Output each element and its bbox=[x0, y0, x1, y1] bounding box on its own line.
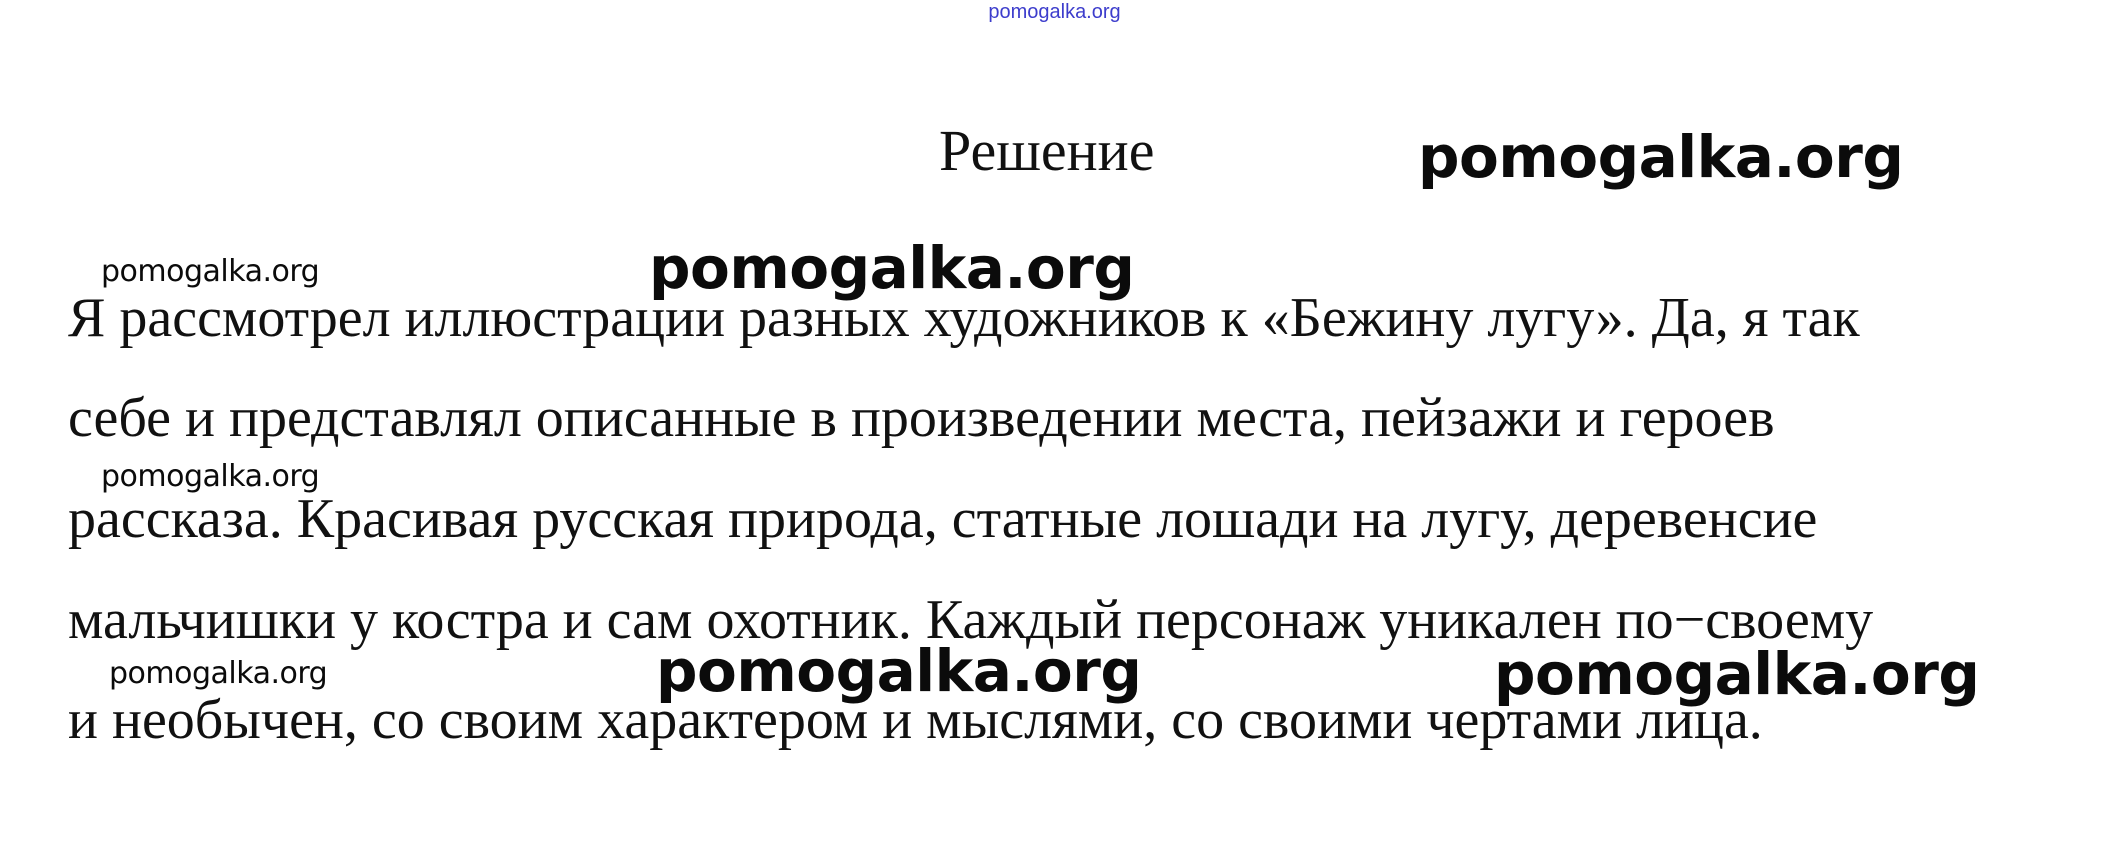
site-link[interactable]: pomogalka.org bbox=[988, 1, 1121, 23]
watermark: pomogalka.org bbox=[656, 637, 1142, 705]
body-line-3: рассказа. Красивая русская природа, статные лошади на лугу, деревенсие bbox=[68, 488, 1818, 550]
body-line-2: себе и представлял описанные в произведении места, пейзажи и героев bbox=[68, 387, 1775, 449]
watermark: pomogalka.org bbox=[101, 254, 320, 289]
watermark: pomogalka.org bbox=[109, 656, 328, 691]
body-line-1: Я рассмотрел иллюстрации разных художников к «Бежину лугу». Да, я так bbox=[68, 287, 1860, 349]
watermark: pomogalka.org bbox=[649, 234, 1135, 302]
watermark: pomogalka.org bbox=[101, 459, 320, 494]
document-heading: Решение bbox=[939, 118, 1155, 183]
watermark: pomogalka.org bbox=[1494, 640, 1980, 708]
body-line-5: и необычен, со своим характером и мыслями, со своими чертами лица. bbox=[68, 689, 1763, 751]
watermark: pomogalka.org bbox=[1418, 123, 1904, 191]
body-line-4: мальчишки у костра и сам охотник. Каждый персонаж уникален по−своему bbox=[68, 589, 1874, 651]
